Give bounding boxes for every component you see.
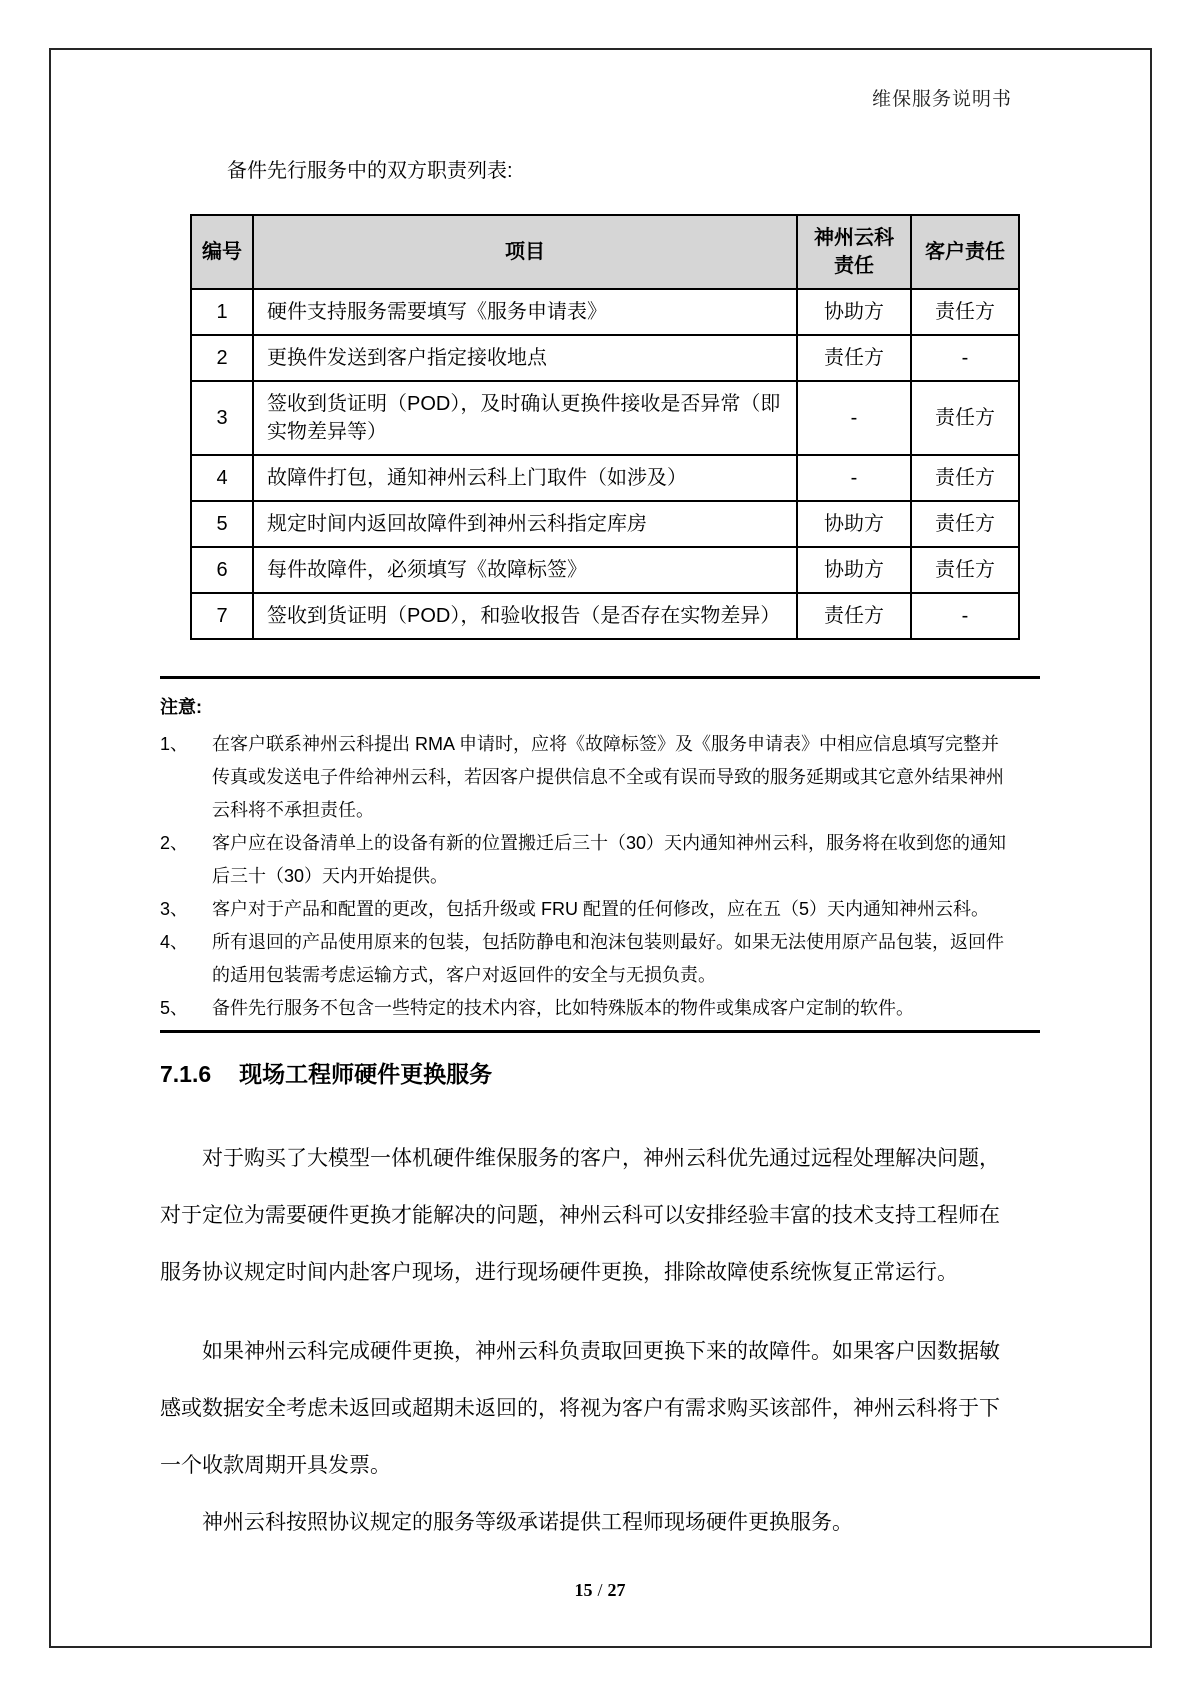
header-vendor-line1: 神州云科 <box>814 227 894 249</box>
cell-customer-responsibility: 责任方 <box>911 455 1019 501</box>
cell-number: 5 <box>191 501 253 547</box>
cell-vendor-responsibility: 协助方 <box>797 501 911 547</box>
cell-vendor-responsibility: - <box>797 381 911 455</box>
table-row <box>191 501 1019 547</box>
cell-customer-responsibility: 责任方 <box>911 289 1019 335</box>
header-cell-customer-responsibility: 客户责任 <box>911 215 1019 289</box>
cell-number: 1 <box>191 289 253 335</box>
cell-number: 6 <box>191 547 253 593</box>
page-number-separator: / <box>597 1580 603 1600</box>
notes-block <box>160 694 1016 1025</box>
note-text: 在客户联系神州云科提出 RMA 申请时，应将《故障标签》及《服务申请表》中相应信息填写完整并传真或发送电子件给神州云科，若因客户提供信息不全或有误而导致的服务延期或其它意外结果神州云科将不承担责任。 <box>212 734 1004 820</box>
cell-customer-responsibility: 责任方 <box>911 381 1019 455</box>
cell-vendor-responsibility: 协助方 <box>797 547 911 593</box>
cell-item: 签收到货证明（POD），及时确认更换件接收是否异常（即实物差异等） <box>253 381 797 455</box>
header-cell-item: 项目 <box>253 215 797 289</box>
note-item <box>160 992 1016 1025</box>
section-heading <box>160 1058 1040 1090</box>
note-marker: 4、 <box>160 932 189 952</box>
table-row <box>191 335 1019 381</box>
note-marker: 3、 <box>160 899 189 919</box>
note-text: 客户应在设备清单上的设备有新的位置搬迁后三十（30）天内通知神州云科，服务将在收到您的通知后三十（30）天内开始提供。 <box>212 833 1007 886</box>
cell-item: 更换件发送到客户指定接收地点 <box>253 335 797 381</box>
header-cell-number: 编号 <box>191 215 253 289</box>
header-cell-vendor-responsibility <box>797 215 911 289</box>
cell-item: 规定时间内返回故障件到神州云科指定库房 <box>253 501 797 547</box>
cell-customer-responsibility: - <box>911 593 1019 639</box>
cell-vendor-responsibility: - <box>797 455 911 501</box>
page-number <box>0 1580 1200 1601</box>
cell-vendor-responsibility: 协助方 <box>797 289 911 335</box>
cell-customer-responsibility: 责任方 <box>911 501 1019 547</box>
cell-item: 硬件支持服务需要填写《服务申请表》 <box>253 289 797 335</box>
cell-number: 3 <box>191 381 253 455</box>
section-body <box>160 1130 1010 1551</box>
cell-number: 7 <box>191 593 253 639</box>
responsibilities-table <box>190 214 1020 640</box>
cell-vendor-responsibility: 责任方 <box>797 335 911 381</box>
header-vendor-line2: 责任 <box>834 255 874 277</box>
cell-vendor-responsibility: 责任方 <box>797 593 911 639</box>
note-text: 所有退回的产品使用原来的包装，包括防静电和泡沫包装则最好。如果无法使用原产品包装，返回件的适用包装需考虑运输方式，客户对返回件的安全与无损负责。 <box>212 932 1004 985</box>
table-row <box>191 455 1019 501</box>
table-row <box>191 289 1019 335</box>
section-7-1-6 <box>160 1058 1040 1551</box>
cell-item: 签收到货证明（POD），和验收报告（是否存在实物差异） <box>253 593 797 639</box>
table-header-row <box>191 215 1019 289</box>
intro-text: 备件先行服务中的双方职责列表: <box>227 160 513 182</box>
paragraph: 如果神州云科完成硬件更换，神州云科负责取回更换下来的故障件。如果客户因数据敏感或数据安全考虑未返回或超期未返回的，将视为客户有需求购买该部件，神州云科将于下一个收款周期开具发票。 <box>160 1340 1000 1477</box>
cell-number: 4 <box>191 455 253 501</box>
paragraph: 对于购买了大模型一体机硬件维保服务的客户，神州云科优先通过远程处理解决问题，对于定位为需要硬件更换才能解决的问题，神州云科可以安排经验丰富的技术支持工程师在服务协议规定时间内赴客户现场，进行现场硬件更换，排除故障使系统恢复正常运行。 <box>160 1147 1000 1284</box>
table-row <box>191 593 1019 639</box>
notes-title: 注意: <box>160 697 202 717</box>
note-item <box>160 926 1016 992</box>
note-item <box>160 827 1016 893</box>
section-number: 7.1.6 <box>160 1061 212 1087</box>
doc-header-title: 维保服务说明书 <box>871 89 1012 110</box>
note-marker: 5、 <box>160 998 189 1018</box>
cell-number: 2 <box>191 335 253 381</box>
cell-customer-responsibility: 责任方 <box>911 547 1019 593</box>
note-text: 客户对于产品和配置的更改，包括升级或 FRU 配置的任何修改，应在五（5）天内通知神州云科。 <box>212 899 990 919</box>
divider-below-table <box>160 676 1040 679</box>
note-marker: 1、 <box>160 734 189 754</box>
divider-above-section <box>160 1030 1040 1033</box>
cell-item: 每件故障件，必须填写《故障标签》 <box>253 547 797 593</box>
paragraph: 神州云科按照协议规定的服务等级承诺提供工程师现场硬件更换服务。 <box>202 1511 853 1534</box>
table-row <box>191 381 1019 455</box>
section-title: 现场工程师硬件更换服务 <box>239 1061 493 1087</box>
note-item <box>160 728 1016 827</box>
note-item <box>160 893 1016 926</box>
cell-item: 故障件打包，通知神州云科上门取件（如涉及） <box>253 455 797 501</box>
table-row <box>191 547 1019 593</box>
cell-customer-responsibility: - <box>911 335 1019 381</box>
page-number-total: 27 <box>607 1580 626 1600</box>
note-marker: 2、 <box>160 833 189 853</box>
page-number-current: 15 <box>574 1580 593 1600</box>
note-text: 备件先行服务不包含一些特定的技术内容，比如特殊版本的物件或集成客户定制的软件。 <box>212 998 914 1018</box>
